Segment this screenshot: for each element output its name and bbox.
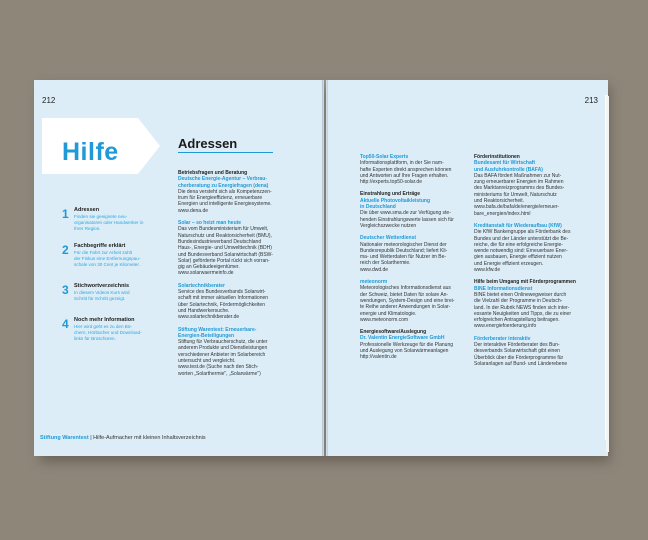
body-line: www.test.de (Suche nach den Stich- xyxy=(178,364,259,371)
body-line: land. In der Rubrik NEWS finden sich inter- xyxy=(474,304,570,311)
body-line: des Marktanreizprogramms des Bundes- xyxy=(474,185,565,192)
body-line: hafte Experten direkt ansprechen können xyxy=(360,166,452,173)
footer-text: | Hilfe-Aufmacher mit kleinen Inhaltsverzeichnis xyxy=(90,435,206,441)
body-line: Der interaktive Förderberater des Bun- xyxy=(474,342,560,349)
body-line: reiche, die für eine erfolgreiche Energie- xyxy=(474,241,563,248)
section-heading: Einstrahlung und Erträge xyxy=(360,191,421,198)
body-line: Meteorologisches Informationsdienst aus xyxy=(360,285,451,292)
page-footer xyxy=(40,435,206,441)
body-line: www.kfw.de xyxy=(474,267,501,274)
body-line: erfolgreichen Antragstellung beitragen. xyxy=(474,317,560,324)
body-line: Solar) geförderte Portal rückt sich vorran- xyxy=(178,257,270,264)
body-line: energie und Klimatologie. xyxy=(360,310,417,317)
body-line: Energien und intelligente Energiesysteme. xyxy=(178,201,272,208)
body-line: www.solarwaermeinfo.de xyxy=(178,270,234,277)
body-line: Das vom Bundesministerium für Umwelt, xyxy=(178,226,269,233)
toc-number: 4 xyxy=(62,317,69,331)
body-line: www.dwd.de xyxy=(360,266,389,273)
toc-desc-line: chern, Hörbücher und Download- xyxy=(74,330,142,335)
toc-title: Noch mehr Information xyxy=(74,317,135,323)
toc-entry xyxy=(62,317,148,342)
toc-number: 3 xyxy=(62,283,69,297)
page-number-right: 213 xyxy=(584,96,598,105)
body-line: Stiftung für Verbraucherschutz, die unter xyxy=(178,339,268,346)
body-line: wende notwendig sind: Erneuerbare Ener- xyxy=(474,248,568,255)
page-number-left: 212 xyxy=(42,96,56,105)
body-line: Bundes und der Länder unterstützt die Be- xyxy=(474,235,569,242)
address-block xyxy=(178,170,290,214)
org-name: Energien-Beteiligungen xyxy=(178,332,235,339)
body-line: und Reaktorsicherheit. xyxy=(474,198,525,205)
body-line: und Bundesverband Solarwirtschaft (BSW- xyxy=(178,251,273,258)
body-line: Haus-, Energie- und Umwelttechnik (BDH) xyxy=(178,245,272,252)
section-heading: Energiesoftware/Auslegung xyxy=(360,329,427,336)
body-line: www.dena.de xyxy=(178,207,209,214)
org-name: in Deutschland xyxy=(360,204,396,211)
body-line: gien ausbauen, Energie effizient nutzen xyxy=(474,254,562,261)
body-line: und Auslegung von Solarwärmeanlagen xyxy=(360,348,449,355)
body-line: und Antworten auf Ihre Fragen erhalten. xyxy=(360,172,449,179)
body-line: Service des Bundesverbands Solarwirt- xyxy=(178,289,266,296)
book-gutter xyxy=(322,80,328,456)
toc-entry xyxy=(62,243,148,268)
body-line: Die dena versteht sich als Kompetenzzen- xyxy=(178,188,272,195)
org-name: und Ausfuhrkontrolle (BAFA) xyxy=(474,166,543,173)
right-page xyxy=(326,80,608,456)
toc-entry xyxy=(62,207,148,232)
address-block xyxy=(474,279,592,329)
body-line: der Schweiz, bietet Daten für solare An- xyxy=(360,291,449,298)
body-line: www.solartechnikberater.de xyxy=(178,314,240,321)
toc-title: Fachbegriffe erklärt xyxy=(74,243,126,249)
org-name: Top50-Solar Experts xyxy=(360,154,409,160)
body-line: ma- und Wetterdaten für Nutzer im Be- xyxy=(360,254,447,261)
body-line: trum für Energieeffizienz, erneuerbare xyxy=(178,195,263,202)
body-line: essante Neuigkeiten und Tipps, die zu einer xyxy=(474,310,572,317)
address-block xyxy=(178,283,290,321)
address-block xyxy=(360,279,472,323)
toc-title: Stichwortverzeichnis xyxy=(74,283,130,289)
footer-brand: Stiftung Warentest xyxy=(40,435,89,441)
toc-desc-line: schale von 30 Cent je Kilometer. xyxy=(74,262,140,267)
address-column-left xyxy=(178,170,290,383)
body-line: Das BAFA fördert Maßnahmen zur Nut- xyxy=(474,172,562,179)
address-column-right-1 xyxy=(360,154,472,367)
address-column-right-2 xyxy=(474,154,592,373)
body-line: http://experts.top50-solar.de xyxy=(360,179,422,186)
address-block xyxy=(360,329,472,360)
body-line: bare_energien/index.html xyxy=(474,210,531,217)
address-block xyxy=(360,191,472,229)
address-block xyxy=(360,235,472,273)
toc-desc-line: der Fiskus eine Entfernungspau- xyxy=(74,256,141,261)
org-name: Deutsche Energie-Agentur – Verbrau- xyxy=(178,176,267,183)
body-line: te Reihe anderer Anwendungen in Solar- xyxy=(360,304,451,311)
org-name: cherberatung zu Energiefragen (dena) xyxy=(178,182,269,189)
toc-desc-line: Schritt für Schritt gezeigt. xyxy=(74,296,126,301)
body-line: Nationaler meteorologischer Dienst der xyxy=(360,241,447,248)
toc-desc-line: Für die Fahrt zur Arbeit zahlt xyxy=(74,250,132,255)
toc-desc-line: In diesem Videos Kurs wird xyxy=(74,290,130,295)
body-line: Vergleichszwecke nutzen xyxy=(360,222,417,229)
body-line: ministeriums für Umwelt, Naturschutz xyxy=(474,191,557,198)
body-line: BINE bietet einen Onlinewegweiser durch xyxy=(474,291,567,298)
body-line: Bundesindustrieverband Deutschland xyxy=(178,238,262,245)
toc-number: 1 xyxy=(62,207,69,221)
body-line: schaft mit immer aktuellen Informationen xyxy=(178,295,269,302)
body-line: Bundesrepublik Deutschland; liefert Kli- xyxy=(360,247,448,254)
org-name: Aktuelle Photovoltaikleistung xyxy=(360,197,431,204)
body-line: und Energie effizient erzeugen. xyxy=(474,260,544,267)
body-line: Professionelle Werkzeuge für die Planung xyxy=(360,341,454,348)
body-line: reich der Solarthermie. xyxy=(360,260,411,267)
body-line: untersucht und vergleicht. xyxy=(178,358,236,365)
toc-desc-line: Finden sie geeignete neu- xyxy=(74,214,128,219)
address-block xyxy=(474,154,592,217)
toc-desc-line: Ihrer Region. xyxy=(74,226,101,231)
org-name: Deutscher Wetterdienst xyxy=(360,235,417,242)
page-stack-edge xyxy=(606,96,609,452)
body-line: Informationsplattform, in der Sie nam- xyxy=(360,160,444,167)
body-line: worten „Solarthermie", „Solarwärme") xyxy=(178,370,261,377)
toc-desc-line: Hier wird geht es zu den Bü- xyxy=(74,324,132,329)
body-line: über Solartechnik, Fördermöglichkeiten xyxy=(178,301,265,308)
body-line: verschiedener Anbieter im Solarbereich xyxy=(178,351,266,358)
section-heading: Betriebsfragen und Beratung xyxy=(178,170,248,176)
adressen-title: Adressen xyxy=(178,136,238,151)
org-name: Dr. Valentin EnergieSoftware GmbH xyxy=(360,335,445,342)
body-line: und Handwerkersuche. xyxy=(178,307,230,314)
org-name: Kreditanstalt für Wiederaufbau (KfW) xyxy=(474,222,562,229)
hilfe-title: Hilfe xyxy=(62,138,119,166)
body-line: zung erneuerbarer Energien im Rahmen xyxy=(474,179,564,186)
org-name: Bundesamt für Wirtschaft xyxy=(474,160,536,167)
section-heading: Hilfe beim Umgang mit Förderprogrammen xyxy=(474,279,576,286)
address-block xyxy=(178,220,290,277)
body-line: gig an Gebäudeeigentümer. xyxy=(178,264,240,271)
body-line: henden Einstrahlungswerte lassen sich für xyxy=(360,216,454,223)
body-line: Die über www.sma.de zur Verfügung ste- xyxy=(360,210,451,217)
body-line: Überblick über die Förderprogramme für xyxy=(474,354,564,361)
body-line: die Vielzahl der Programme in Deutsch- xyxy=(474,298,563,305)
toc-title: Adressen xyxy=(74,207,100,213)
org-name: Stiftung Warentest: Erneuerbare- xyxy=(178,326,257,333)
body-line: Naturschutz und Reaktorsicherheit (BMU), xyxy=(178,232,272,239)
org-name: Förderberater interaktiv xyxy=(474,335,531,342)
body-line: Solaranlagen auf Bund- und Länderebene xyxy=(474,360,568,367)
org-name: meteonorm xyxy=(360,279,388,286)
body-line: www.meteonorm.com xyxy=(360,316,409,323)
org-name: BINE Informationsdienst xyxy=(474,285,533,292)
body-line: www.energiefoerderung.info xyxy=(474,323,537,330)
body-line: anderem Produkte und Dienstleistungen xyxy=(178,345,268,352)
toc-number: 2 xyxy=(62,243,69,257)
section-heading: Förderinstitutionen xyxy=(474,154,520,160)
body-line: wendungen, System-Design und eine brei- xyxy=(360,297,455,304)
address-block xyxy=(474,223,592,273)
body-line: desverbands Solarwirtschaft gibt einen xyxy=(474,348,560,355)
toc-entry xyxy=(62,283,148,302)
title-rule xyxy=(178,152,273,153)
body-line: http://valentin.de xyxy=(360,354,397,361)
body-line: Die KfW Bankengruppe als Förderbank des xyxy=(474,229,571,236)
body-line: www.bafa.de/bafa/de/energie/erneuer- xyxy=(474,204,560,211)
address-block xyxy=(474,336,592,367)
org-name: Solar – so heizt man heute xyxy=(178,220,242,227)
address-block xyxy=(178,327,290,377)
org-name: Solartechnikberater xyxy=(178,282,225,289)
toc-desc-line: organisatoren oder Handwerker in xyxy=(74,220,144,225)
left-page xyxy=(34,80,324,456)
toc-desc-line: links für Broschüren. xyxy=(74,336,116,341)
address-block xyxy=(360,154,472,185)
